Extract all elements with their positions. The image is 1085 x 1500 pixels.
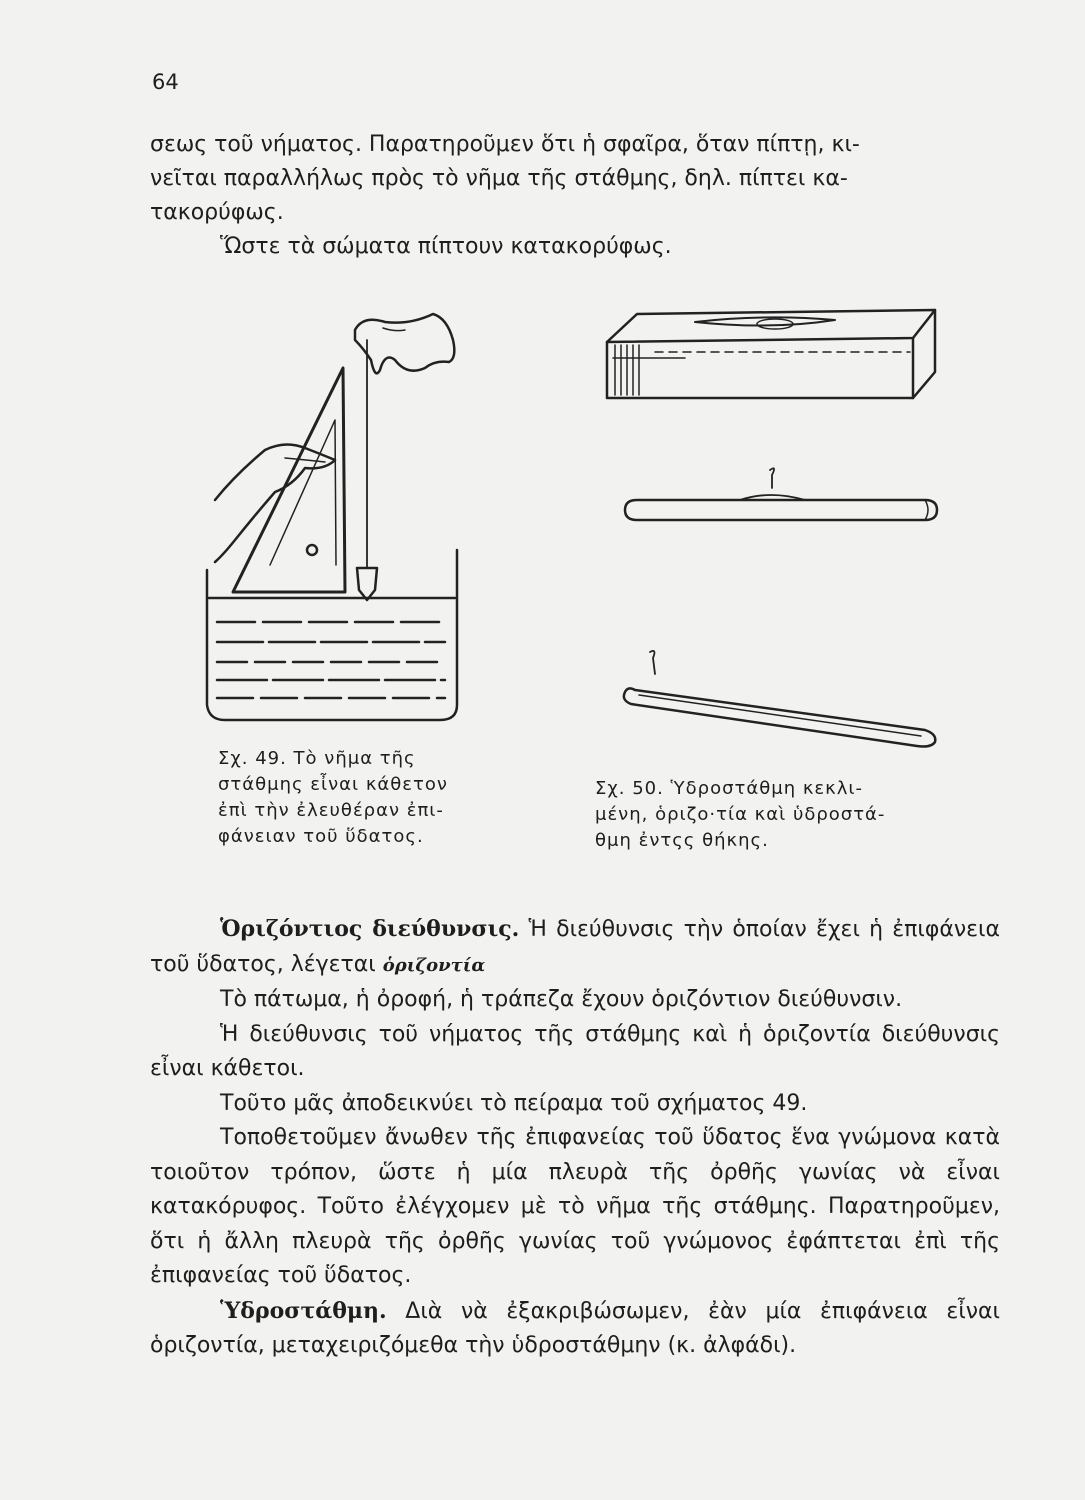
- text-line: σεως τοῦ νήματος. Παρατηροῦμεν ὅτι ἡ σφαῖρα, ὅταν πίπτῃ, κι-: [150, 132, 860, 157]
- paragraph: Τοποθετοῦμεν ἄνωθεν τῆς ἐπιφανείας τοῦ ὕδατος ἕνα γνώμονα κατὰ τοιοῦτον τρόπον, ὥστε ἡ μία πλευρὰ τῆς ὀρθῆς γωνίας νὰ εἶναι κατακόρυφος. Τοῦτο ἐλέγχομεν μὲ τὸ νῆμα τῆς στάθμης. Παρατηροῦμεν, ὅτι ἡ ἄλλη πλευρὰ τῆς ὀρθῆς γωνίας τοῦ γνώμονος ἐφάπτεται ἐπὶ τῆς ἐπιφανείας τοῦ ὕδατος.: [150, 1125, 1000, 1288]
- caption-line: ἐπὶ τὴν ἐλευθέραν ἐπι-: [218, 800, 444, 821]
- paragraph-horizontal-direction: [150, 912, 1000, 983]
- term-spirit-level: Ὑδροστάθμη.: [220, 1297, 387, 1324]
- paragraph: Τὸ πάτωμα, ἡ ὀροφή, ἡ τράπεζα ἔχουν ὁριζόντιον διεύθυνσιν.: [220, 987, 903, 1012]
- text-line: Ὥστε τὰ σώματα πίπτουν κατακορύφως.: [220, 234, 672, 259]
- paragraph-spirit-level: [150, 1294, 1000, 1364]
- top-paragraph: [150, 128, 1000, 264]
- page-number: 64: [152, 70, 179, 94]
- paragraph: Τοῦτο μᾶς ἀποδεικνύει τὸ πείραμα τοῦ σχήματος 49.: [220, 1090, 808, 1116]
- main-body: [150, 912, 1000, 1364]
- caption-line: Σχ. 50. Ὑδροστάθμη κεκλι-: [595, 778, 864, 799]
- figure-49-caption: [218, 746, 448, 850]
- figure-50-caption: [595, 776, 885, 854]
- caption-line: μένη, ὁριζο·τία καὶ ὑδροστά-: [595, 804, 886, 825]
- text-line: νεῖται παραλλήλως πρὸς τὸ νῆμα τῆς στάθμης, δηλ. πίπτει κα-: [150, 166, 848, 191]
- term-horizontal-direction: Ὁριζόντιος διεύθυνσις.: [220, 916, 520, 942]
- caption-line: Σχ. 49. Τὸ νῆμα τῆς: [218, 748, 416, 769]
- text-line: τακορύφως.: [150, 200, 284, 225]
- term-horizontal: ὁριζοντία: [382, 954, 486, 976]
- caption-line: φάνειαν τοῦ ὕδατος.: [218, 826, 424, 847]
- paragraph-text: Ἡ διεύθυνσις τὴν ὁποίαν ἔχει ἡ ἐπιφάνεια τοῦ ὕδατος, λέγεται: [150, 917, 1000, 977]
- paragraph-text: Διὰ νὰ ἐξακριβώσωμεν, ἐὰν μία ἐπιφάνεια εἶναι ὁριζοντία, μεταχειριζόμεθα τὴν ὑδροστάθμην (κ. ἀλφάδι).: [150, 1298, 1000, 1358]
- figure-50-illustration: [595, 300, 955, 760]
- figure-49-illustration: [195, 300, 495, 740]
- paragraph: Ἡ διεύθυνσις τοῦ νήματος τῆς στάθμης καὶ ἡ ὁριζοντία διεύθυνσις εἶναι κάθετοι.: [150, 1021, 1000, 1081]
- caption-line: θμη ἐντςς θήκης.: [595, 830, 769, 851]
- caption-line: στάθμης εἶναι κάθετον: [218, 774, 448, 795]
